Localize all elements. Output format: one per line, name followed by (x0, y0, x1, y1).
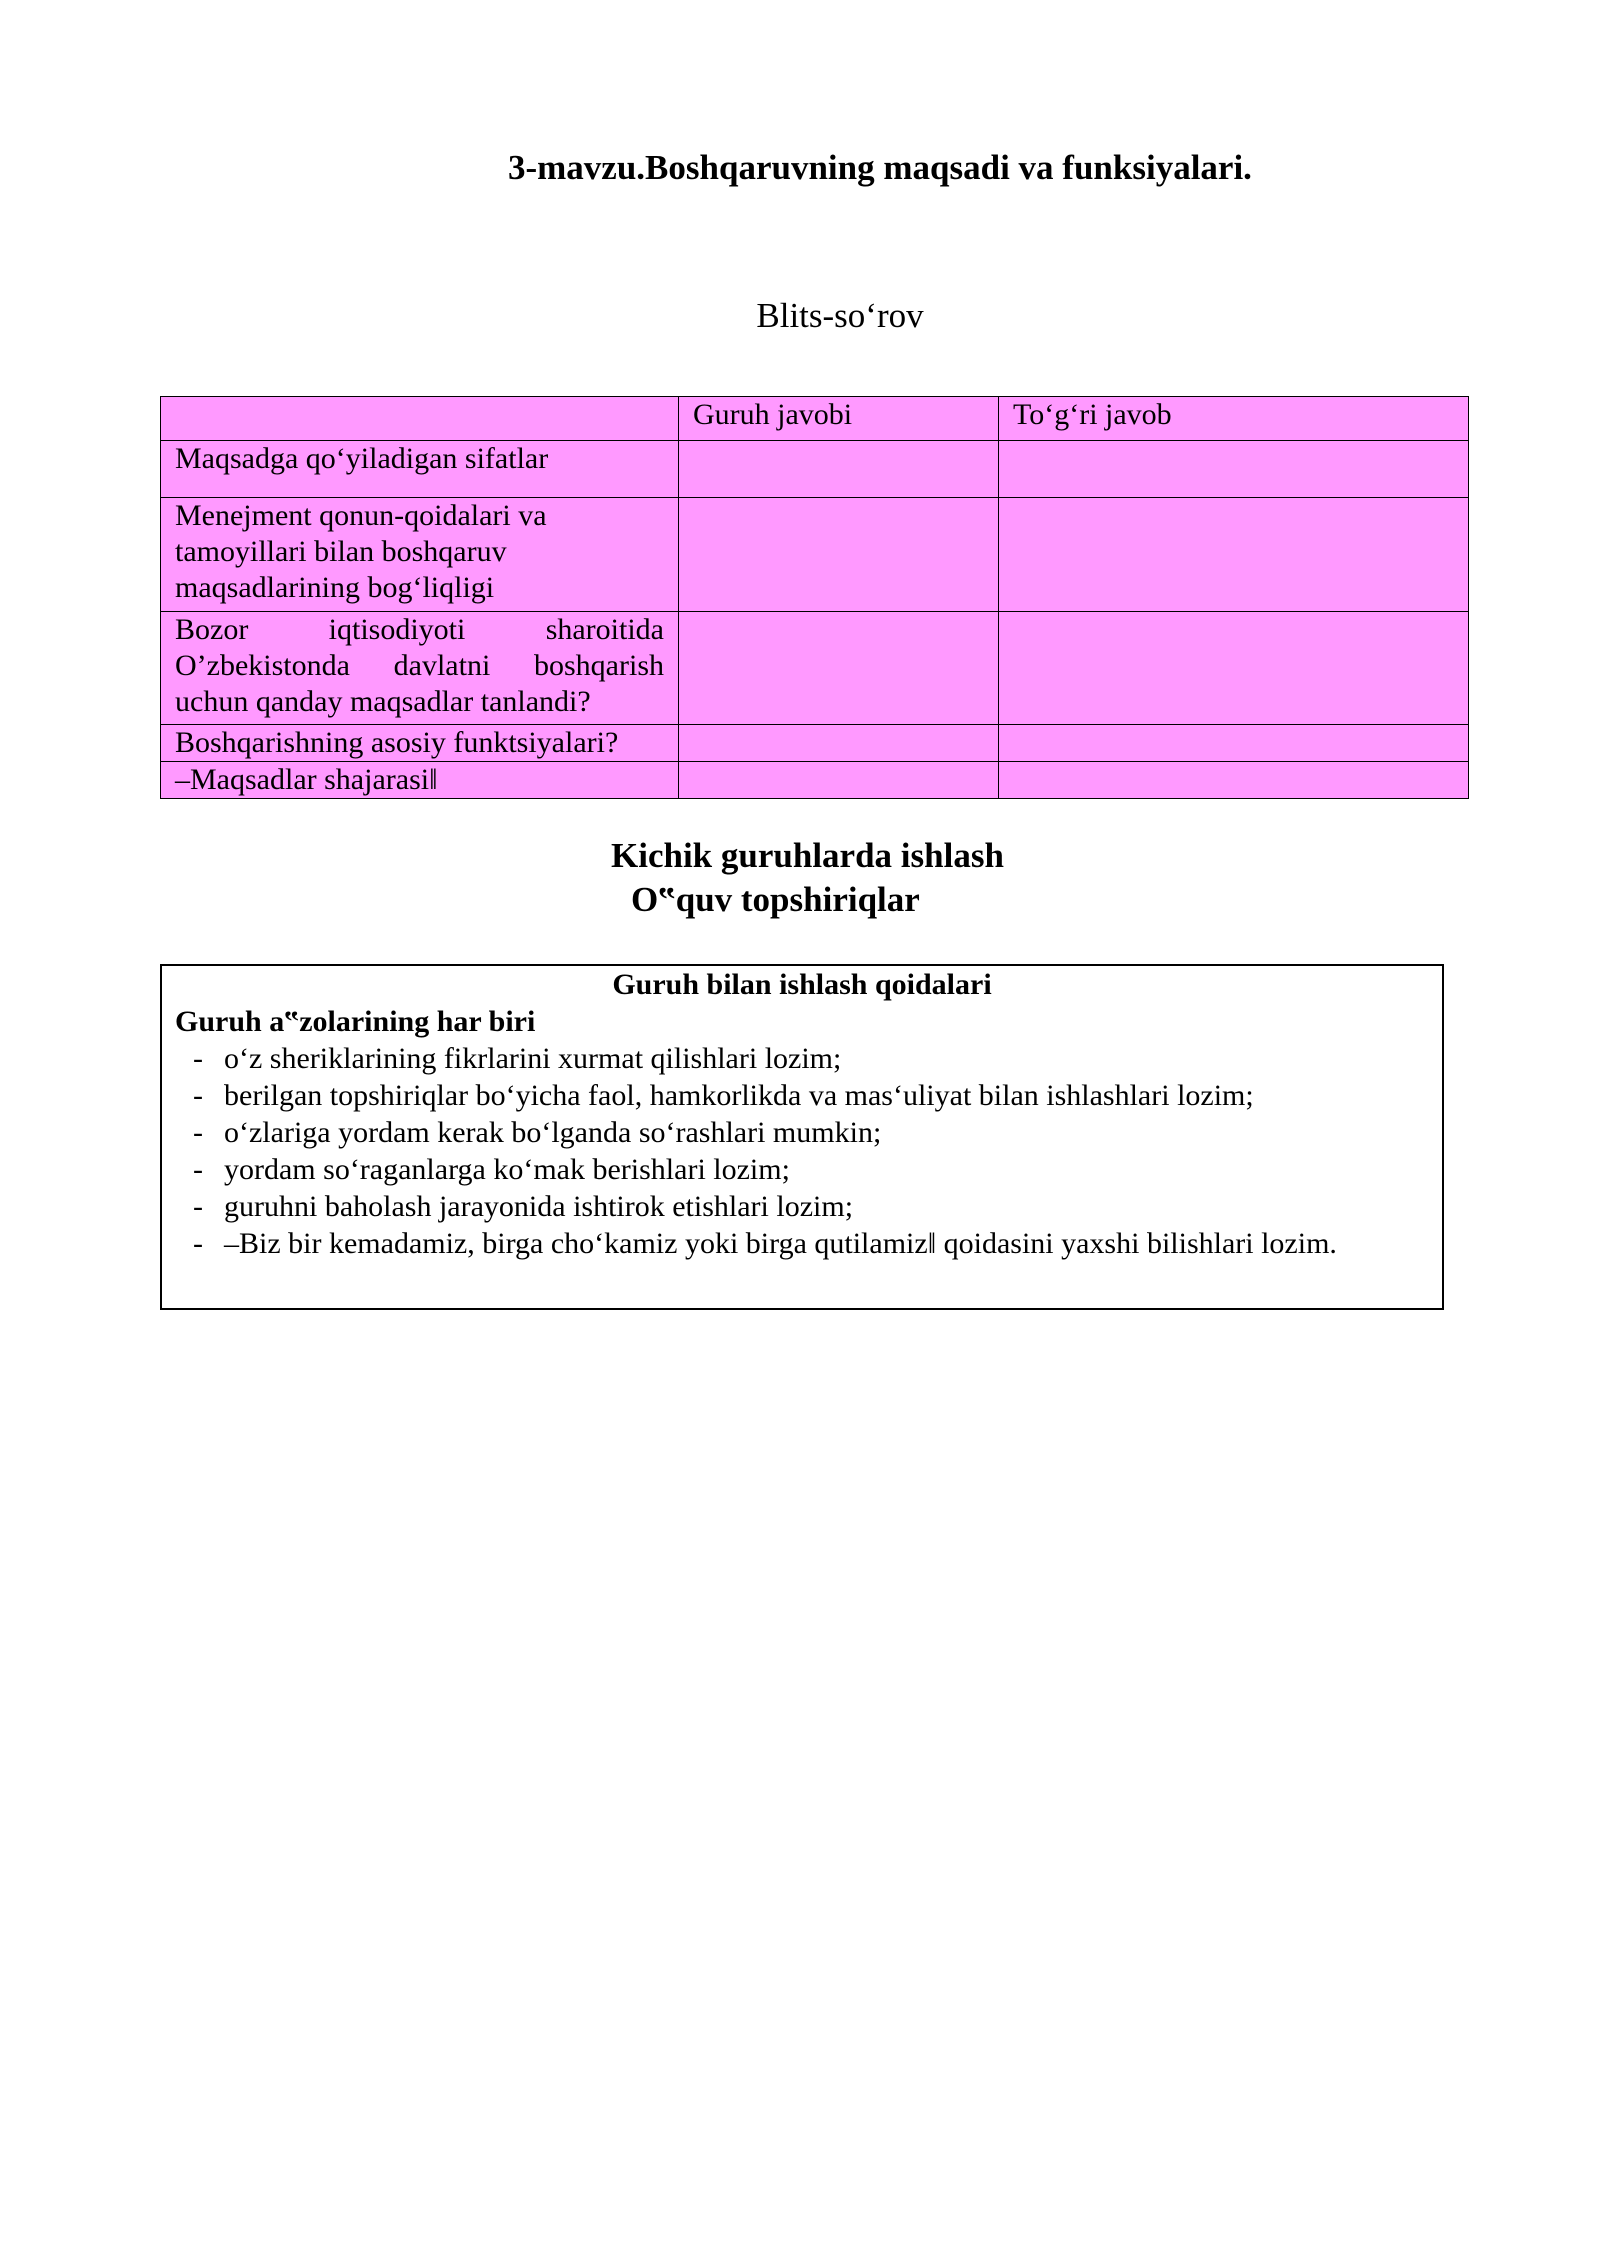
rule-text: o‘zlariga yordam kerak bo‘lganda so‘rashlari mumkin; (224, 1116, 882, 1149)
bullet-dash: - (193, 1079, 203, 1112)
table-correct-answer-cell (999, 441, 1469, 498)
table-header-cell: Guruh javobi (679, 397, 999, 441)
list-item (162, 1188, 1428, 1225)
list-item (162, 1114, 1428, 1151)
bullet-dash: - (193, 1227, 203, 1260)
table-question-cell: Bozor iqtisodiyoti sharoitida O’zbekistonda davlatni boshqarish uchun qanday maqsadlar tanlandi? (161, 612, 679, 725)
section-subheading: O‟quv topshiriqlar (631, 880, 920, 919)
list-item (162, 1225, 1428, 1262)
table-row (161, 725, 1469, 762)
table-header-row (161, 397, 1469, 441)
table-row (161, 762, 1469, 799)
bullet-dash: - (193, 1190, 203, 1223)
table-group-answer-cell (679, 612, 999, 725)
table-question-cell: Maqsadga qo‘yiladigan sifatlar (161, 441, 679, 498)
bullet-dash: - (193, 1042, 203, 1075)
table-group-answer-cell (679, 498, 999, 612)
table-correct-answer-cell (999, 498, 1469, 612)
table-question-cell: Boshqarishning asosiy funktsiyalari? (161, 725, 679, 762)
table-header-cell: To‘g‘ri javob (999, 397, 1469, 441)
document-subtitle: Blits-so‘rov (756, 296, 924, 335)
list-item (162, 1151, 1428, 1188)
rules-box-title: Guruh bilan ishlash qoidalari (612, 968, 992, 1001)
table-group-answer-cell (679, 441, 999, 498)
table-question-cell: Menejment qonun-qoidalari va tamoyillari bilan boshqaruv maqsadlarining bog‘liqligi (161, 498, 679, 612)
bullet-dash: - (193, 1153, 203, 1186)
table-correct-answer-cell (999, 612, 1469, 725)
table-correct-answer-cell (999, 762, 1469, 799)
table-row (161, 498, 1469, 612)
table-group-answer-cell (679, 762, 999, 799)
rule-text: berilgan topshiriqlar bo‘yicha faol, hamkorlikda va mas‘uliyat bilan ishlashlari lozim; (224, 1079, 1254, 1112)
table-question-cell: –Maqsadlar shajarasi‖ (161, 762, 679, 799)
rule-text: o‘z sheriklarining fikrlarini xurmat qilishlari lozim; (224, 1042, 842, 1075)
table-header-cell (161, 397, 679, 441)
rules-box-subtitle: Guruh a‟zolarining har biri (175, 1005, 536, 1038)
list-item (162, 1077, 1428, 1114)
rules-list (162, 1040, 1442, 1262)
rule-text: guruhni baholash jarayonida ishtirok etishlari lozim; (224, 1190, 854, 1223)
rule-text: –Biz bir kemadamiz, birga cho‘kamiz yoki birga qutilamiz‖ qoidasini yaxshi bilishlari lozim. (224, 1227, 1337, 1260)
bullet-dash: - (193, 1116, 203, 1149)
list-item (162, 1040, 1428, 1077)
table-row (161, 612, 1469, 725)
table-row (161, 441, 1469, 498)
table-correct-answer-cell (999, 725, 1469, 762)
section-heading: Kichik guruhlarda ishlash (611, 836, 1004, 875)
blits-table (160, 396, 1469, 799)
rules-box (160, 964, 1444, 1310)
document-title: 3-mavzu.Boshqaruvning maqsadi va funksiyalari. (508, 148, 1252, 187)
rule-text: yordam so‘raganlarga ko‘mak berishlari lozim; (224, 1153, 790, 1186)
table-group-answer-cell (679, 725, 999, 762)
